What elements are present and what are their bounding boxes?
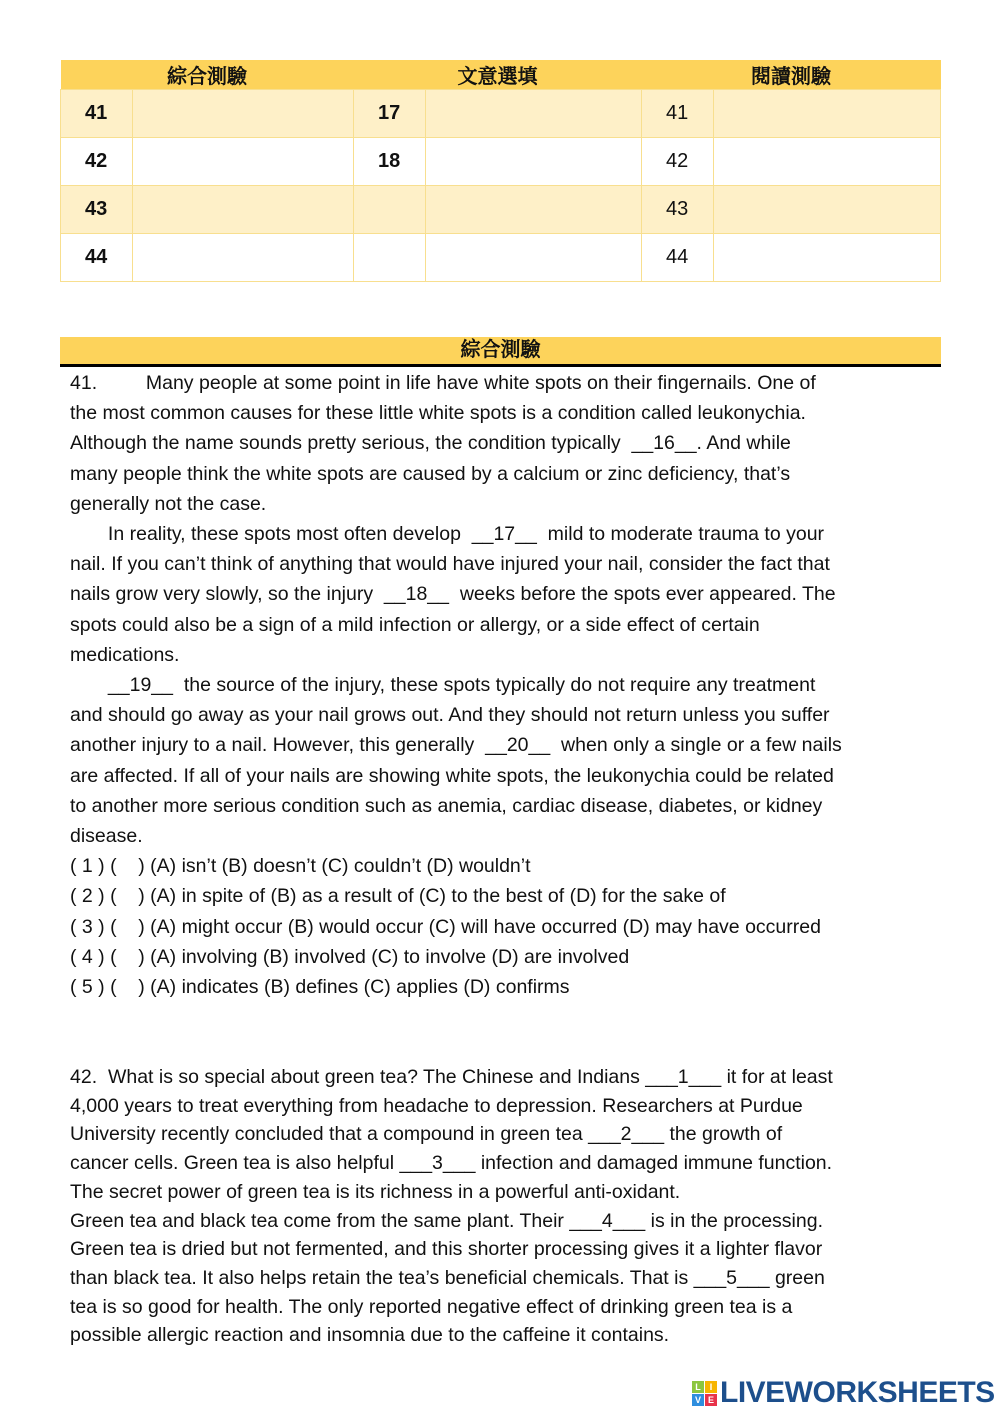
answer-cell[interactable] <box>133 186 354 234</box>
text-line: tea is so good for health. The only reported negative effect of drinking green tea is a <box>70 1295 793 1318</box>
text-line: generally not the case. <box>70 492 267 515</box>
text-line: possible allergic reaction and insomnia due to the caffeine it contains. <box>70 1324 670 1347</box>
question-number <box>354 234 426 282</box>
answer-cell[interactable] <box>714 234 941 282</box>
logo-letter: E <box>705 1394 717 1406</box>
answer-cell[interactable] <box>426 186 642 234</box>
answer-table <box>60 60 941 282</box>
text-line: than black tea. It also helps retain the tea’s beneficial chemicals. That is ___5___ green <box>70 1266 825 1289</box>
logo-text: LIVEWORKSHEETS <box>720 1376 995 1409</box>
question-number: 44 <box>61 234 133 282</box>
text-line: cancer cells. Green tea is also helpful ___3___ infection and damaged immune function. <box>70 1152 833 1175</box>
passage-42 <box>70 1063 940 1350</box>
answer-cell[interactable] <box>133 234 354 282</box>
question-number: 43 <box>61 186 133 234</box>
question-number: 41 <box>61 90 133 138</box>
text-line: Although the name sounds pretty serious, the condition typically __16__. And while <box>70 432 791 455</box>
text-line: another injury to a nail. However, this generally __20__ when only a single or a few nails <box>70 734 842 757</box>
answer-cell[interactable] <box>426 90 642 138</box>
logo-cube-icon <box>692 1381 717 1406</box>
question-number: 43 <box>642 186 714 234</box>
answer-cell[interactable] <box>714 138 941 186</box>
logo-letter: L <box>692 1381 704 1393</box>
answer-row <box>61 234 941 282</box>
liveworksheets-logo <box>692 1376 995 1410</box>
question-number: 18 <box>354 138 426 186</box>
logo-letter: V <box>692 1394 704 1406</box>
text-line: ( 1 ) ( ) (A) isn’t (B) doesn’t (C) couldn’t (D) wouldn’t <box>70 855 531 878</box>
passage-41 <box>70 368 940 1002</box>
question-number: 42 <box>61 138 133 186</box>
text-line: ( 2 ) ( ) (A) in spite of (B) as a result of (C) to the best of (D) for the sake of <box>70 885 726 908</box>
text-line: spots could also be a sign of a mild infection or allergy, or a side effect of certain <box>70 613 760 636</box>
answer-row <box>61 138 941 186</box>
text-line: ( 5 ) ( ) (A) indicates (B) defines (C) applies (D) confirms <box>70 976 570 999</box>
answer-cell[interactable] <box>426 138 642 186</box>
header-cloze: 綜合測驗 <box>61 60 354 90</box>
answer-cell[interactable] <box>714 186 941 234</box>
text-line: many people think the white spots are caused by a calcium or zinc deficiency, that’s <box>70 462 791 485</box>
answer-row <box>61 186 941 234</box>
text-line: __19__ the source of the injury, these spots typically do not require any treatment <box>70 674 816 697</box>
text-line: ( 3 ) ( ) (A) might occur (B) would occur (C) will have occurred (D) may have occurred <box>70 915 821 938</box>
text-line: are affected. If all of your nails are showing white spots, the leukonychia could be related <box>70 764 834 787</box>
logo-letter: I <box>705 1381 717 1393</box>
question-number: 44 <box>642 234 714 282</box>
text-line: disease. <box>70 825 143 848</box>
text-line: 4,000 years to treat everything from headache to depression. Researchers at Purdue <box>70 1094 803 1117</box>
header-reading: 閱讀測驗 <box>642 60 941 90</box>
text-line: to another more serious condition such as anemia, cardiac disease, diabetes, or kidney <box>70 794 823 817</box>
header-word-fill: 文意選填 <box>354 60 642 90</box>
text-line: the most common causes for these little white spots is a condition called leukonychia. <box>70 402 806 425</box>
text-line: and should go away as your nail grows out. And they should not return unless you suffer <box>70 704 830 727</box>
text-line: medications. <box>70 643 180 666</box>
text-line: University recently concluded that a compound in green tea ___2___ the growth of <box>70 1123 783 1146</box>
answer-cell[interactable] <box>426 234 642 282</box>
text-line: nail. If you can’t think of anything that would have injured your nail, consider the fact that <box>70 553 830 576</box>
answer-cell[interactable] <box>714 90 941 138</box>
question-number: 17 <box>354 90 426 138</box>
answer-cell[interactable] <box>133 90 354 138</box>
section-title: 綜合測驗 <box>60 337 941 367</box>
answer-row <box>61 90 941 138</box>
text-line: Green tea and black tea come from the same plant. Their ___4___ is in the processing. <box>70 1209 823 1232</box>
text-line: 41. Many people at some point in life have white spots on their fingernails. One of <box>70 372 816 394</box>
text-line: In reality, these spots most often develop __17__ mild to moderate trauma to your <box>70 523 825 546</box>
text-line: ( 4 ) ( ) (A) involving (B) involved (C) to involve (D) are involved <box>70 945 630 968</box>
question-number: 41 <box>642 90 714 138</box>
question-number: 42 <box>642 138 714 186</box>
text-line: The secret power of green tea is its richness in a powerful anti-oxidant. <box>70 1180 681 1203</box>
question-number <box>354 186 426 234</box>
text-line: 42. What is so special about green tea? The Chinese and Indians ___1___ it for at least <box>70 1066 833 1088</box>
text-line: Green tea is dried but not fermented, and this shorter processing gives it a lighter flavor <box>70 1238 823 1261</box>
answer-cell[interactable] <box>133 138 354 186</box>
text-line: nails grow very slowly, so the injury __18__ weeks before the spots ever appeared. The <box>70 583 836 606</box>
